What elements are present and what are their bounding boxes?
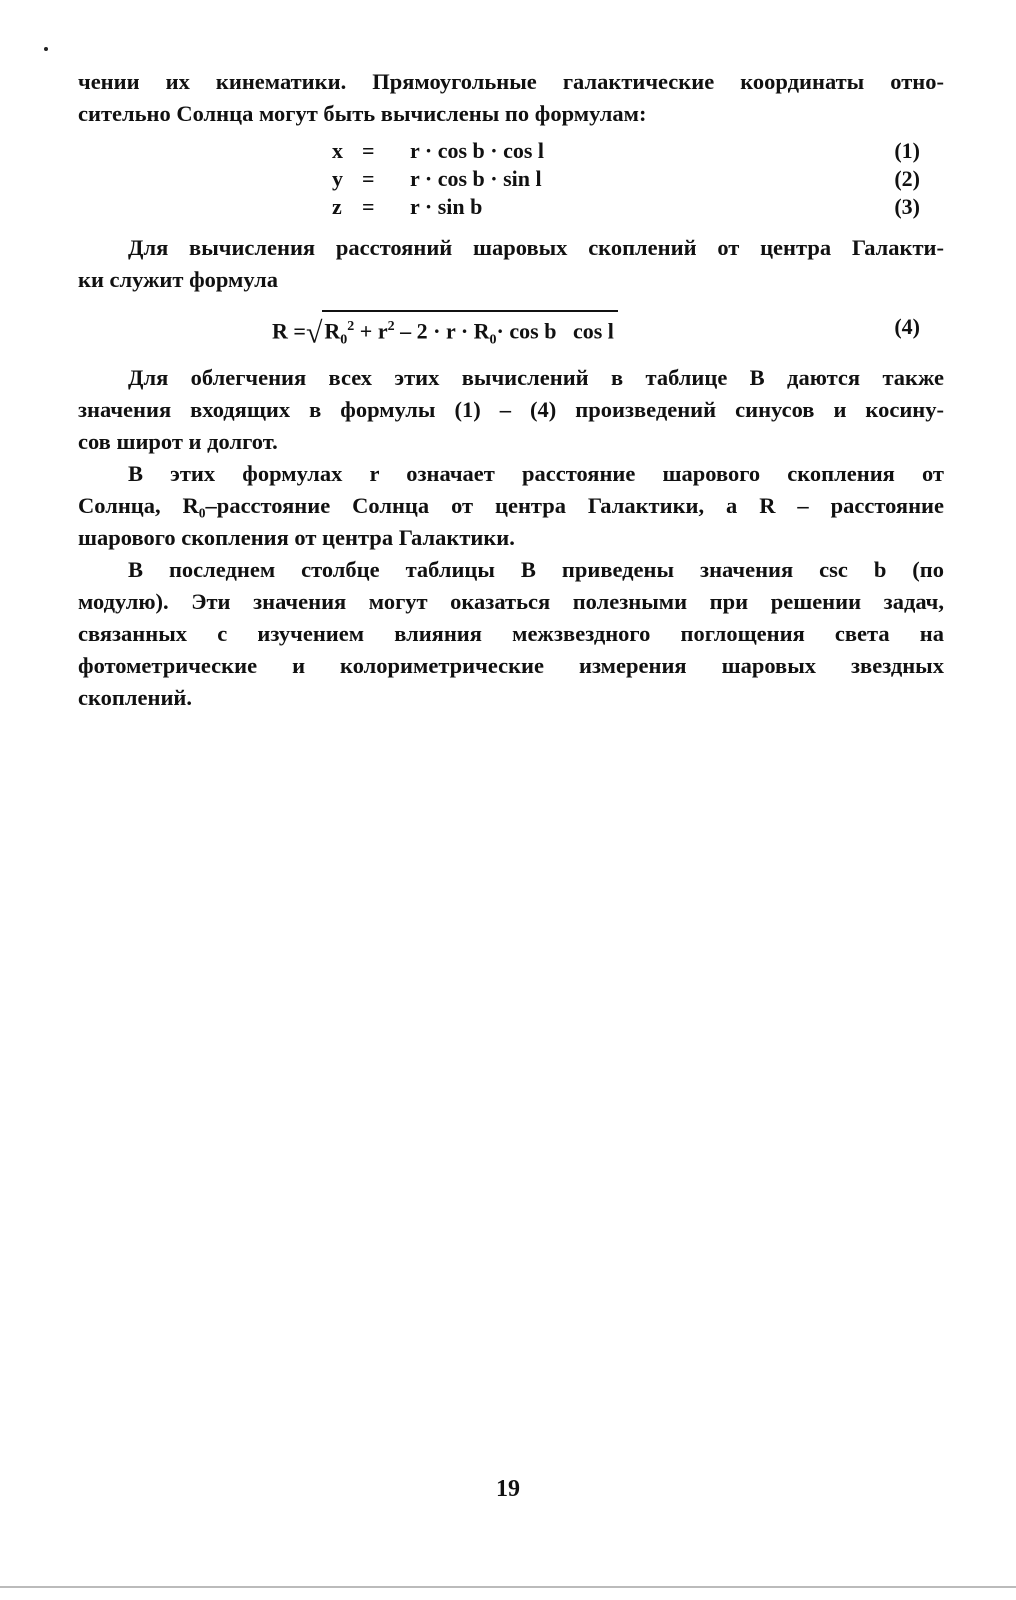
formula-term: + r	[359, 318, 388, 344]
text-line: шарового скопления от центра Галактики.	[78, 525, 515, 550]
equation-sign: =	[362, 166, 375, 191]
text-line: значения входящих в формулы (1) – (4) произведений синусов и косину-	[78, 397, 944, 422]
equation-variable: y	[332, 166, 343, 191]
scan-edge	[0, 1586, 1016, 1588]
equation-sign: =	[362, 138, 375, 163]
equation-variable: z	[332, 194, 342, 219]
text-line: Солнца, R₀–расстояние Солнца от центра Галактики, а R – расстояние	[78, 493, 944, 518]
equation-number: (3)	[894, 194, 920, 219]
equation-number: (4)	[894, 314, 920, 339]
equation-rhs: r · cos b · cos l	[410, 138, 545, 163]
text-line: В последнем столбце таблицы B приведены значения csc b (по	[128, 557, 944, 582]
text-line: Для вычисления расстояний шаровых скоплений от центра Галакти-	[128, 235, 944, 260]
equation-sign: =	[362, 194, 375, 219]
formula-term: – 2 · r · R	[400, 318, 490, 344]
page-number: 19	[496, 1476, 520, 1502]
text-line: модулю). Эти значения могут оказаться полезными при решении задач,	[78, 589, 944, 614]
subscript: 0	[489, 332, 497, 348]
formula-r0: R	[324, 318, 341, 344]
text-line: скоплений.	[78, 685, 192, 710]
stray-mark	[44, 47, 48, 51]
equation-number: (1)	[894, 138, 920, 163]
formula-lhs: R =	[272, 318, 306, 344]
superscript: 2	[347, 319, 355, 334]
equation-number: (2)	[894, 166, 920, 191]
superscript: 2	[387, 319, 395, 334]
text-line: фотометрические и колориметрические измерения шаровых звездных	[78, 653, 944, 678]
text-line: сов широт и долгот.	[78, 429, 278, 454]
text-line: чении их кинематики. Прямоугольные галактические координаты отно-	[78, 69, 944, 94]
text-line: В этих формулах r означает расстояние шарового скопления от	[128, 461, 944, 486]
equation-rhs: r · sin b	[410, 194, 483, 219]
text-line: связанных с изучением влияния межзвездного поглощения света на	[78, 621, 944, 646]
text-line: сительно Солнца могут быть вычислены по формулам:	[78, 101, 647, 126]
subscript: 0	[340, 332, 348, 348]
formula-term: · cos b cos l	[496, 318, 614, 344]
equation-variable: x	[332, 138, 343, 163]
radical-sign: √	[305, 316, 323, 350]
radicand	[322, 310, 617, 356]
equation-rhs: r · cos b · sin l	[410, 166, 542, 191]
text-line: ки служит формула	[78, 267, 278, 292]
text-line: Для облегчения всех этих вычислений в таблице B даются также	[128, 365, 944, 390]
formula-4	[272, 310, 618, 356]
